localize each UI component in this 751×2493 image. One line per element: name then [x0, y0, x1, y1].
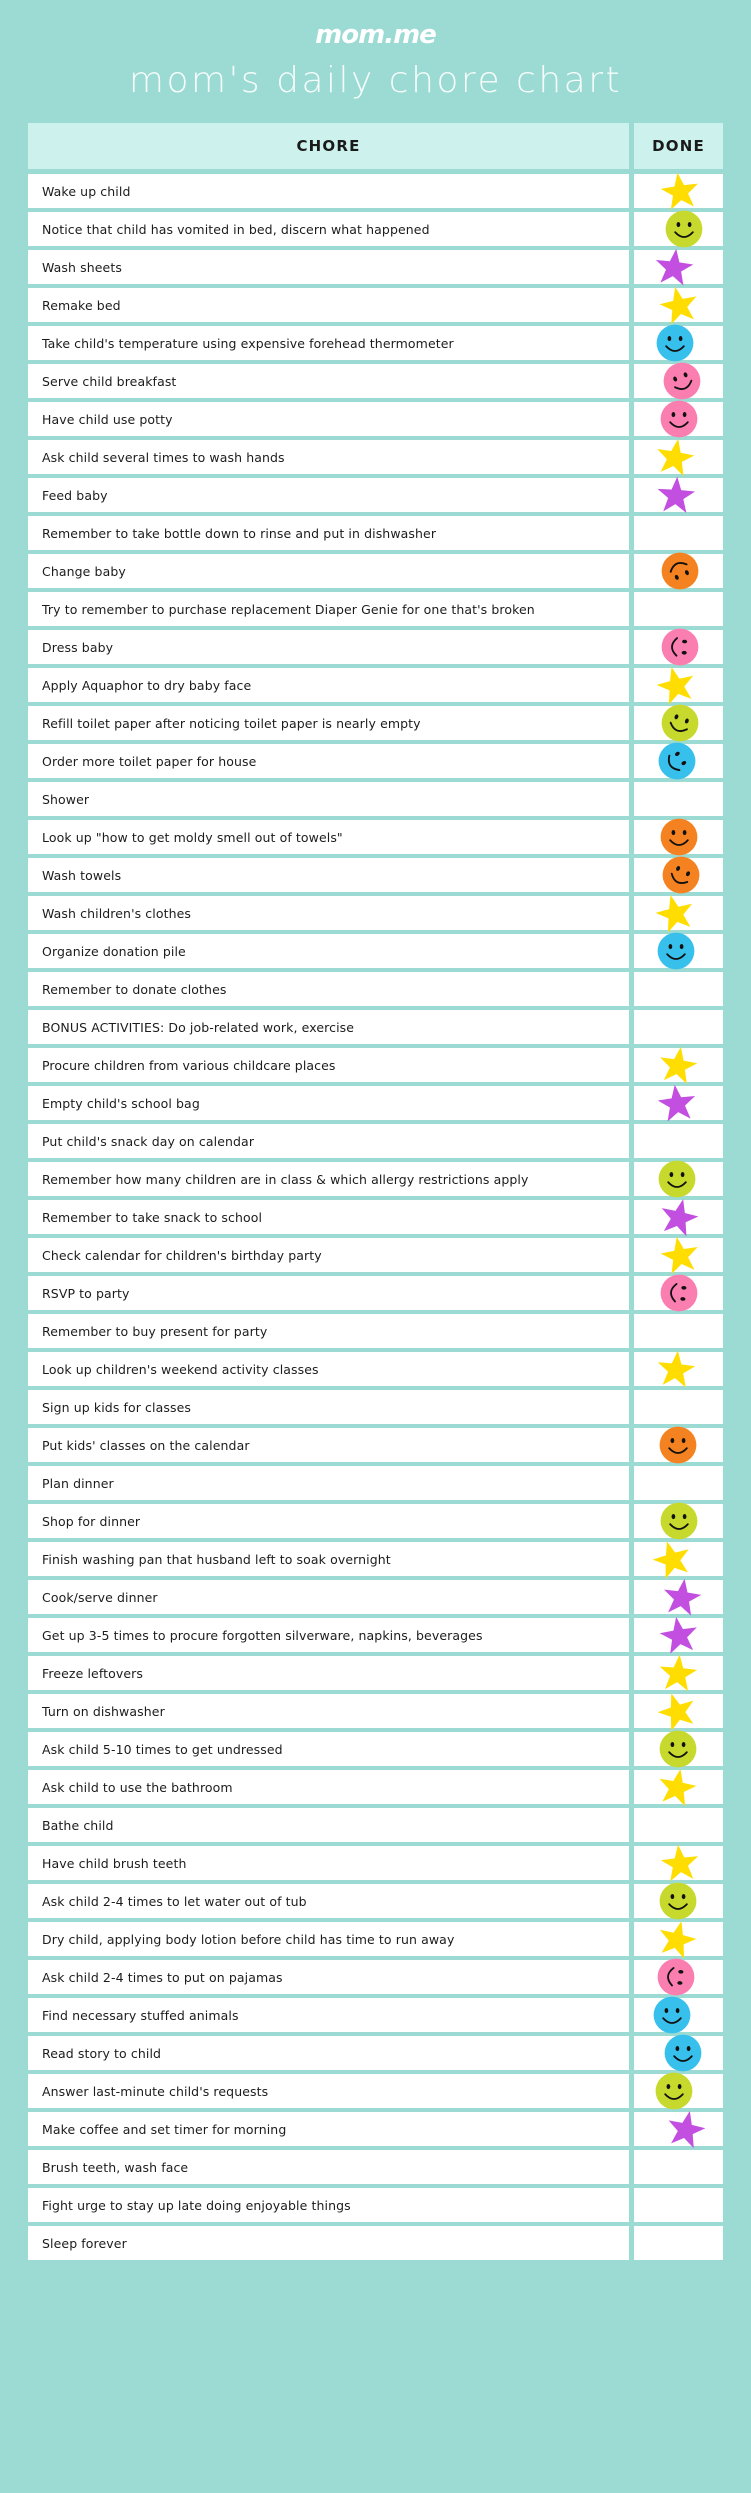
- table-row: [28, 2188, 723, 2222]
- table-row: [28, 934, 723, 968]
- chore-label: Make coffee and set timer for morning: [28, 2112, 629, 2146]
- chore-label: Apply Aquaphor to dry baby face: [28, 668, 629, 702]
- table-row: [28, 2036, 723, 2070]
- done-cell[interactable]: [634, 1276, 723, 1310]
- table-row: [28, 212, 723, 246]
- table-row: [28, 2112, 723, 2146]
- done-cell[interactable]: [634, 2112, 723, 2146]
- chore-label: Put child's snack day on calendar: [28, 1124, 629, 1158]
- table-row: [28, 402, 723, 436]
- table-row: [28, 1618, 723, 1652]
- table-row: [28, 1884, 723, 1918]
- done-cell[interactable]: [634, 668, 723, 702]
- done-cell[interactable]: [634, 478, 723, 512]
- chore-label: Remember to buy present for party: [28, 1314, 629, 1348]
- table-row: [28, 858, 723, 892]
- table-row: [28, 1694, 723, 1728]
- done-cell[interactable]: [634, 972, 723, 1006]
- chore-label: Remember how many children are in class & which allergy restrictions apply: [28, 1162, 629, 1196]
- smiley-sticker-icon: [660, 551, 700, 591]
- done-cell[interactable]: [634, 1922, 723, 1956]
- done-cell[interactable]: [634, 250, 723, 284]
- chore-label: Brush teeth, wash face: [28, 2150, 629, 2184]
- done-cell[interactable]: [634, 1314, 723, 1348]
- chore-label: Wake up child: [28, 174, 629, 208]
- table-row: [28, 630, 723, 664]
- table-row: [28, 1276, 723, 1310]
- chore-label: Look up children's weekend activity classes: [28, 1352, 629, 1386]
- table-row: [28, 1314, 723, 1348]
- chore-label: Try to remember to purchase replacement Diaper Genie for one that's broken: [28, 592, 629, 626]
- table-row: [28, 1352, 723, 1386]
- done-cell[interactable]: [634, 2226, 723, 2260]
- table-row: [28, 1466, 723, 1500]
- done-cell[interactable]: [634, 1998, 723, 2032]
- star-sticker-icon: [656, 1349, 696, 1389]
- done-cell[interactable]: [634, 174, 723, 208]
- chore-label: Dress baby: [28, 630, 629, 664]
- done-cell[interactable]: [634, 1086, 723, 1120]
- table-row: [28, 706, 723, 740]
- done-cell[interactable]: [634, 1960, 723, 1994]
- chore-label: Find necessary stuffed animals: [28, 1998, 629, 2032]
- column-header-chore: CHORE: [28, 123, 629, 169]
- table-row: [28, 1732, 723, 1766]
- chore-table: [28, 123, 723, 2260]
- table-row: [28, 1808, 723, 1842]
- chore-label: Fight urge to stay up late doing enjoyable things: [28, 2188, 629, 2222]
- chore-label: Answer last-minute child's requests: [28, 2074, 629, 2108]
- chore-label: BONUS ACTIVITIES: Do job-related work, exercise: [28, 1010, 629, 1044]
- done-cell[interactable]: [634, 1466, 723, 1500]
- table-row: [28, 326, 723, 360]
- chore-label: Turn on dishwasher: [28, 1694, 629, 1728]
- chore-label: Have child use potty: [28, 402, 629, 436]
- table-row: [28, 440, 723, 474]
- chore-label: Remake bed: [28, 288, 629, 322]
- table-row: [28, 1542, 723, 1576]
- done-cell[interactable]: [634, 554, 723, 588]
- table-row: [28, 1086, 723, 1120]
- done-cell[interactable]: [634, 2150, 723, 2184]
- column-header-done: DONE: [634, 123, 723, 169]
- brand-header: [0, 0, 751, 48]
- star-sticker-icon: [654, 247, 694, 287]
- chore-label: Feed baby: [28, 478, 629, 512]
- done-cell[interactable]: [634, 592, 723, 626]
- chore-label: Notice that child has vomited in bed, discern what happened: [28, 212, 629, 246]
- chore-label: Put kids' classes on the calendar: [28, 1428, 629, 1462]
- table-row: [28, 1656, 723, 1690]
- done-cell[interactable]: [634, 1656, 723, 1690]
- chore-label: Wash towels: [28, 858, 629, 892]
- table-row: [28, 592, 723, 626]
- done-cell[interactable]: [634, 1504, 723, 1538]
- star-sticker-icon: [655, 893, 695, 933]
- star-sticker-icon: [656, 475, 696, 515]
- table-row: [28, 1048, 723, 1082]
- star-sticker-icon: [657, 1083, 697, 1123]
- chore-label: Remember to take snack to school: [28, 1200, 629, 1234]
- done-cell[interactable]: [634, 1770, 723, 1804]
- done-cell[interactable]: [634, 1580, 723, 1614]
- done-cell[interactable]: [634, 516, 723, 550]
- chore-label: Wash sheets: [28, 250, 629, 284]
- chore-label: Read story to child: [28, 2036, 629, 2070]
- smiley-sticker-icon: [659, 1273, 699, 1313]
- chore-label: Get up 3-5 times to procure forgotten silverware, napkins, beverages: [28, 1618, 629, 1652]
- chore-label: Remember to donate clothes: [28, 972, 629, 1006]
- done-cell[interactable]: [634, 1694, 723, 1728]
- done-cell[interactable]: [634, 212, 723, 246]
- page-title: mom's daily chore chart: [128, 60, 623, 101]
- chore-label: Order more toilet paper for house: [28, 744, 629, 778]
- table-row: [28, 782, 723, 816]
- table-row: [28, 972, 723, 1006]
- chore-label: Look up "how to get moldy smell out of towels": [28, 820, 629, 854]
- smiley-sticker-icon: [652, 1995, 692, 2035]
- chore-label: Have child brush teeth: [28, 1846, 629, 1880]
- chore-label: Refill toilet paper after noticing toilet paper is nearly empty: [28, 706, 629, 740]
- star-sticker-icon: [659, 1197, 699, 1237]
- table-row: [28, 1162, 723, 1196]
- chore-label: Serve child breakfast: [28, 364, 629, 398]
- done-cell[interactable]: [634, 1732, 723, 1766]
- smiley-sticker-icon: [660, 627, 700, 667]
- table-row: [28, 516, 723, 550]
- table-row: [28, 1238, 723, 1272]
- star-sticker-icon: [658, 1653, 698, 1693]
- done-cell[interactable]: [634, 1846, 723, 1880]
- smiley-sticker-icon: [658, 1729, 698, 1769]
- done-cell[interactable]: [634, 288, 723, 322]
- chore-label: Freeze leftovers: [28, 1656, 629, 1690]
- table-row: [28, 1960, 723, 1994]
- chore-label: Shop for dinner: [28, 1504, 629, 1538]
- chore-label: Empty child's school bag: [28, 1086, 629, 1120]
- smiley-sticker-icon: [658, 1881, 698, 1921]
- chore-label: Procure children from various childcare places: [28, 1048, 629, 1082]
- done-cell[interactable]: [634, 820, 723, 854]
- chore-label: Remember to take bottle down to rinse and put in dishwasher: [28, 516, 629, 550]
- chore-label: Plan dinner: [28, 1466, 629, 1500]
- table-row: [28, 2150, 723, 2184]
- done-cell[interactable]: [634, 782, 723, 816]
- smiley-sticker-icon: [659, 1501, 699, 1541]
- table-header-row: [28, 123, 723, 169]
- table-row: [28, 820, 723, 854]
- done-cell[interactable]: [634, 706, 723, 740]
- table-row: [28, 1010, 723, 1044]
- chore-label: Dry child, applying body lotion before child has time to run away: [28, 1922, 629, 1956]
- smiley-sticker-icon: [654, 2071, 694, 2111]
- smiley-sticker-icon: [662, 361, 702, 401]
- done-cell[interactable]: [634, 1428, 723, 1462]
- table-row: [28, 1998, 723, 2032]
- done-cell[interactable]: [634, 1542, 723, 1576]
- chore-label: Wash children's clothes: [28, 896, 629, 930]
- done-cell[interactable]: [634, 2074, 723, 2108]
- star-sticker-icon: [657, 1919, 697, 1959]
- table-row: [28, 1428, 723, 1462]
- table-row: [28, 364, 723, 398]
- chore-label: Sign up kids for classes: [28, 1390, 629, 1424]
- chore-label: Ask child 2-4 times to let water out of tub: [28, 1884, 629, 1918]
- smiley-sticker-icon: [656, 931, 696, 971]
- done-cell[interactable]: [634, 326, 723, 360]
- chore-label: Sleep forever: [28, 2226, 629, 2260]
- done-cell[interactable]: [634, 364, 723, 398]
- smiley-sticker-icon: [657, 1159, 697, 1199]
- chore-label: Ask child 2-4 times to put on pajamas: [28, 1960, 629, 1994]
- table-row: [28, 668, 723, 702]
- smiley-sticker-icon: [664, 209, 704, 249]
- star-sticker-icon: [666, 2109, 706, 2149]
- star-sticker-icon: [657, 1691, 697, 1731]
- table-row: [28, 1770, 723, 1804]
- table-row: [28, 1504, 723, 1538]
- table-row: [28, 1846, 723, 1880]
- smiley-sticker-icon: [660, 703, 700, 743]
- smiley-sticker-icon: [659, 817, 699, 857]
- table-row: [28, 250, 723, 284]
- table-row: [28, 1390, 723, 1424]
- table-row: [28, 744, 723, 778]
- chore-label: Cook/serve dinner: [28, 1580, 629, 1614]
- star-sticker-icon: [659, 285, 699, 325]
- table-body: [28, 174, 723, 2260]
- done-cell[interactable]: [634, 2036, 723, 2070]
- done-cell[interactable]: [634, 1238, 723, 1272]
- star-sticker-icon: [656, 665, 696, 705]
- table-row: [28, 554, 723, 588]
- done-cell[interactable]: [634, 934, 723, 968]
- done-cell[interactable]: [634, 896, 723, 930]
- star-sticker-icon: [658, 1045, 698, 1085]
- done-cell[interactable]: [634, 1124, 723, 1158]
- brand-logo: mom.me: [315, 20, 436, 50]
- done-cell[interactable]: [634, 2188, 723, 2222]
- smiley-sticker-icon: [658, 1425, 698, 1465]
- smiley-sticker-icon: [657, 741, 697, 781]
- done-cell[interactable]: [634, 744, 723, 778]
- chore-label: RSVP to party: [28, 1276, 629, 1310]
- table-row: [28, 896, 723, 930]
- table-row: [28, 1922, 723, 1956]
- chore-label: Check calendar for children's birthday party: [28, 1238, 629, 1272]
- table-row: [28, 174, 723, 208]
- done-cell[interactable]: [634, 1010, 723, 1044]
- table-row: [28, 2074, 723, 2108]
- done-cell[interactable]: [634, 1200, 723, 1234]
- chore-label: Ask child several times to wash hands: [28, 440, 629, 474]
- table-row: [28, 288, 723, 322]
- chore-label: Finish washing pan that husband left to soak overnight: [28, 1542, 629, 1576]
- done-cell[interactable]: [634, 440, 723, 474]
- chore-label: Organize donation pile: [28, 934, 629, 968]
- table-row: [28, 478, 723, 512]
- done-cell[interactable]: [634, 1390, 723, 1424]
- done-cell[interactable]: [634, 1808, 723, 1842]
- chore-label: Bathe child: [28, 1808, 629, 1842]
- chore-label: Shower: [28, 782, 629, 816]
- done-cell[interactable]: [634, 402, 723, 436]
- done-cell[interactable]: [634, 858, 723, 892]
- smiley-sticker-icon: [655, 323, 695, 363]
- done-cell[interactable]: [634, 1162, 723, 1196]
- star-sticker-icon: [660, 1235, 700, 1275]
- chore-label: Ask child 5-10 times to get undressed: [28, 1732, 629, 1766]
- star-sticker-icon: [660, 1843, 700, 1883]
- smiley-sticker-icon: [663, 2033, 703, 2073]
- table-row: [28, 1200, 723, 1234]
- table-row: [28, 1580, 723, 1614]
- smiley-sticker-icon: [659, 399, 699, 439]
- star-sticker-icon: [660, 171, 700, 211]
- table-row: [28, 1124, 723, 1158]
- done-cell[interactable]: [634, 1048, 723, 1082]
- smiley-sticker-icon: [661, 855, 701, 895]
- chore-label: Take child's temperature using expensive forehead thermometer: [28, 326, 629, 360]
- table-row: [28, 2226, 723, 2260]
- star-sticker-icon: [652, 1539, 692, 1579]
- smiley-sticker-icon: [656, 1957, 696, 1997]
- star-sticker-icon: [657, 1767, 697, 1807]
- star-sticker-icon: [655, 437, 695, 477]
- chore-label: Ask child to use the bathroom: [28, 1770, 629, 1804]
- chore-label: Change baby: [28, 554, 629, 588]
- star-sticker-icon: [662, 1577, 702, 1617]
- done-cell[interactable]: [634, 630, 723, 664]
- done-cell[interactable]: [634, 1618, 723, 1652]
- done-cell[interactable]: [634, 1884, 723, 1918]
- star-sticker-icon: [659, 1615, 699, 1655]
- done-cell[interactable]: [634, 1352, 723, 1386]
